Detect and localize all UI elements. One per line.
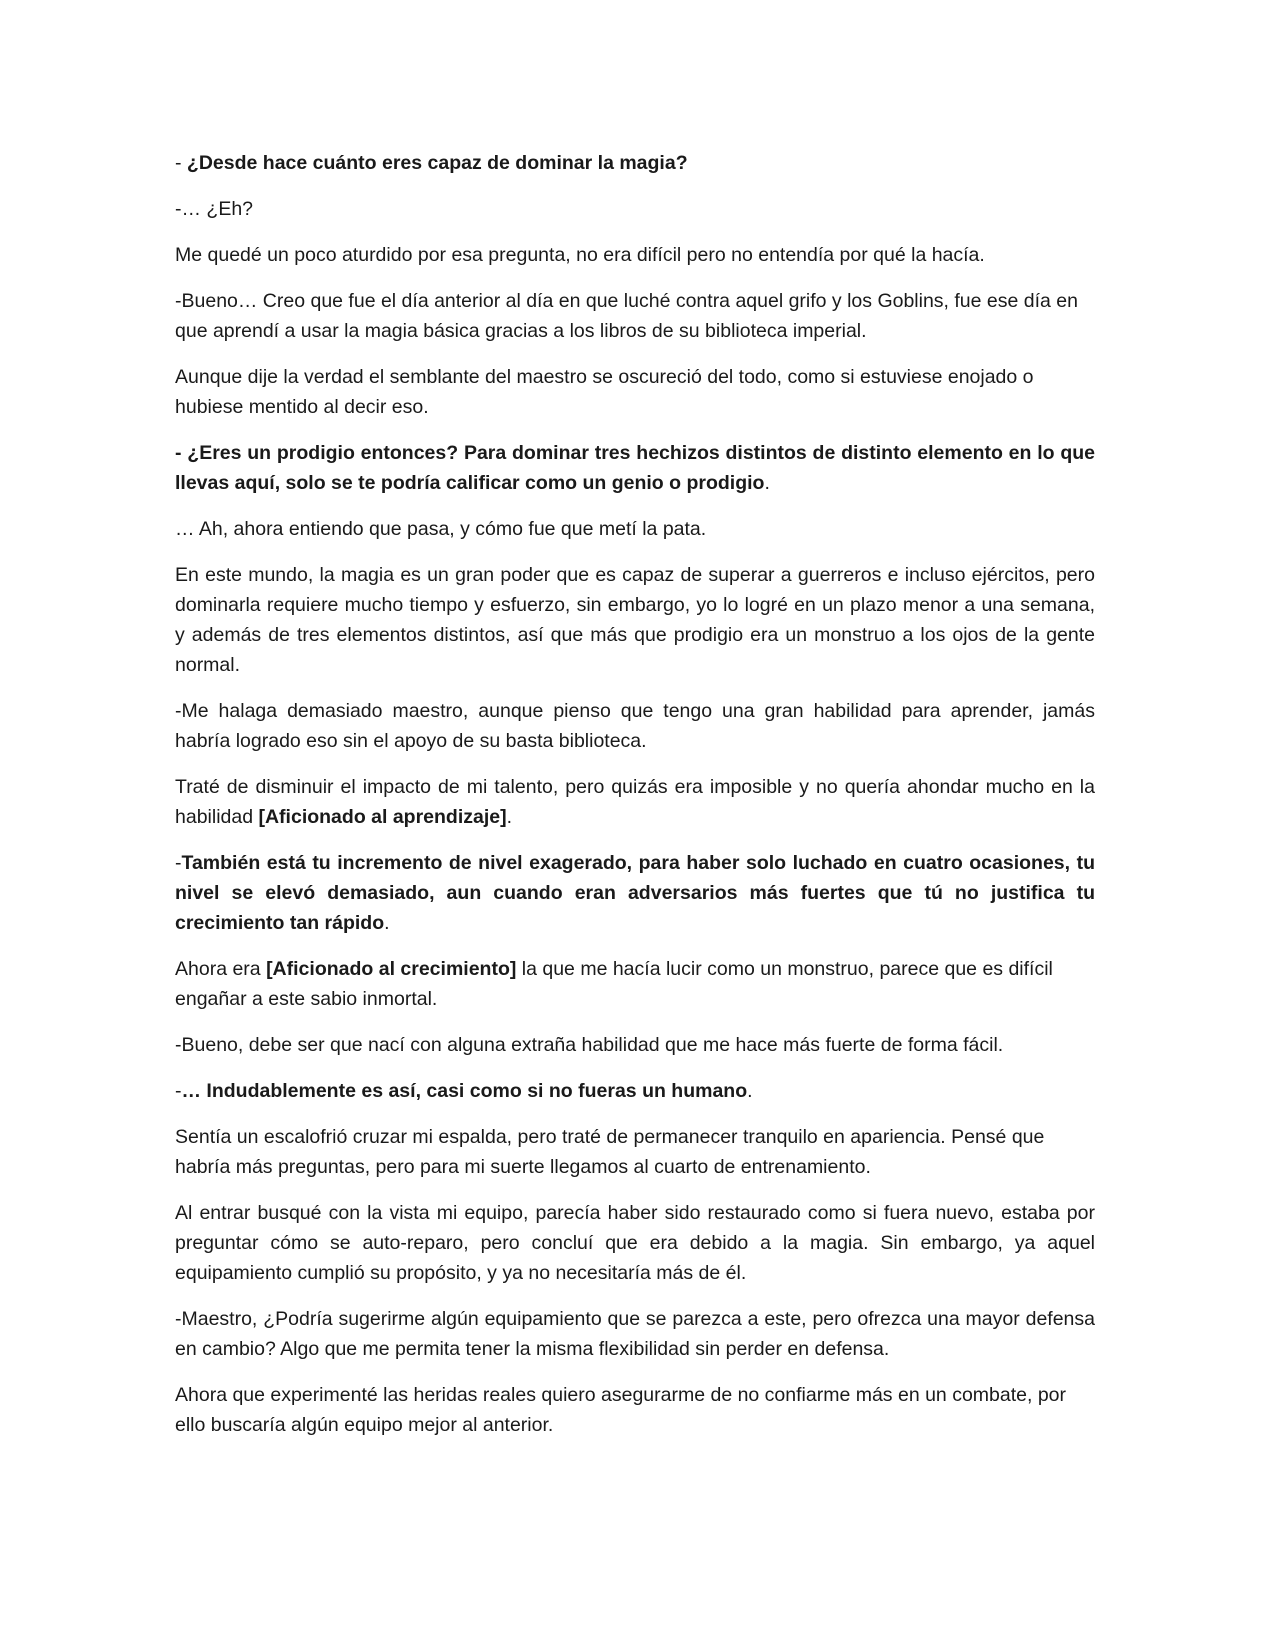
text-segment: . xyxy=(764,472,770,494)
paragraph xyxy=(175,772,1095,832)
text-segment: Al entrar busqué con la vista mi equipo, parecía haber sido restaurado como si fuera nuevo, estaba por preguntar cómo se auto-reparo, pero concluí que era debido a la magia. Sin embargo, ya aquel equipamiento cumplió su propósito, y ya no necesitaría más de él. xyxy=(175,1202,1095,1284)
paragraph xyxy=(175,240,1095,270)
paragraph xyxy=(175,1380,1095,1440)
text-segment: Sentía un escalofrió cruzar mi espalda, pero traté de permanecer tranquilo en apariencia. Pensé que habría más preguntas, pero para mi suerte llegamos al cuarto de entrenamiento. xyxy=(175,1126,1045,1178)
text-segment: - xyxy=(175,1080,182,1102)
text-segment: Ahora que experimenté las heridas reales quiero asegurarme de no confiarme más en un combate, por ello buscaría algún equipo mejor al anterior. xyxy=(175,1384,1067,1436)
text-segment: Me quedé un poco aturdido por esa pregunta, no era difícil pero no entendía por qué la hacía. xyxy=(175,244,985,266)
paragraph xyxy=(175,696,1095,756)
text-segment: Aunque dije la verdad el semblante del maestro se oscureció del todo, como si estuviese enojado o hubiese mentido al decir eso. xyxy=(175,366,1034,418)
text-segment: En este mundo, la magia es un gran poder que es capaz de superar a guerreros e incluso ejércitos, pero dominarla requiere mucho tiempo y esfuerzo, sin embargo, yo lo logré en un plazo menor a una semana, y además de tres elementos distintos, así que más que prodigio era un monstruo a los ojos de la gente normal. xyxy=(175,564,1095,676)
text-segment: . xyxy=(506,806,513,828)
text-segment: … Ah, ahora entiendo que pasa, y cómo fue que metí la pata. xyxy=(175,518,707,540)
text-segment: -… ¿Eh? xyxy=(175,198,254,220)
paragraph xyxy=(175,1122,1095,1182)
bold-text: [Aficionado al aprendizaje] xyxy=(258,806,507,828)
paragraph xyxy=(175,848,1095,938)
paragraph xyxy=(175,514,1095,544)
bold-text: ¿Desde hace cuánto eres capaz de dominar la magia? xyxy=(186,152,688,174)
paragraph xyxy=(175,148,1095,178)
bold-text: [Aficionado al crecimiento] xyxy=(266,958,517,980)
text-segment: -Me halaga demasiado maestro, aunque pienso que tengo una gran habilidad para aprender, jamás habría logrado eso sin el apoyo de su basta biblioteca. xyxy=(175,700,1095,752)
paragraph xyxy=(175,1030,1095,1060)
paragraph xyxy=(175,194,1095,224)
document-body xyxy=(175,148,1095,1456)
bold-text: También está tu incremento de nivel exagerado, para haber solo luchado en cuatro ocasiones, tu nivel se elevó demasiado, aun cuando eran adversarios más fuertes que tú no justifica tu crecimiento tan rápido xyxy=(175,852,1095,934)
paragraph xyxy=(175,362,1095,422)
text-segment: - xyxy=(175,852,182,874)
text-segment: -Maestro, ¿Podría sugerirme algún equipamiento que se parezca a este, pero ofrezca una mayor defensa en cambio? Algo que me permita tener la misma flexibilidad sin perder en defensa. xyxy=(175,1308,1095,1360)
text-segment: Traté de disminuir el impacto de mi talento, pero quizás era imposible y no quería ahondar mucho en la habilidad xyxy=(175,776,1095,828)
bold-text: - ¿Eres un prodigio entonces? Para dominar tres hechizos distintos de distinto elemento en lo que llevas aquí, solo se te podría calificar como un genio o prodigio xyxy=(175,442,1095,494)
text-segment: . xyxy=(384,912,390,934)
paragraph xyxy=(175,286,1095,346)
text-segment: . xyxy=(747,1080,753,1102)
text-segment: -Bueno… Creo que fue el día anterior al día en que luché contra aquel grifo y los Goblins, fue ese día en que aprendí a usar la magia básica gracias a los libros de su biblioteca imperial. xyxy=(175,290,1078,342)
paragraph xyxy=(175,438,1095,498)
paragraph xyxy=(175,1304,1095,1364)
text-segment: la que me hacía lucir como un monstruo, parece que es difícil engañar a este sabio inmortal. xyxy=(175,958,1053,1010)
bold-text: … Indudablemente es así, casi como si no fueras un humano xyxy=(181,1080,748,1102)
text-segment: Ahora era xyxy=(175,958,267,980)
text-segment: -Bueno, debe ser que nací con alguna extraña habilidad que me hace más fuerte de forma fácil. xyxy=(175,1034,1004,1056)
paragraph xyxy=(175,1076,1095,1106)
paragraph xyxy=(175,1198,1095,1288)
paragraph xyxy=(175,560,1095,680)
text-segment: - xyxy=(175,152,187,174)
paragraph xyxy=(175,954,1095,1014)
